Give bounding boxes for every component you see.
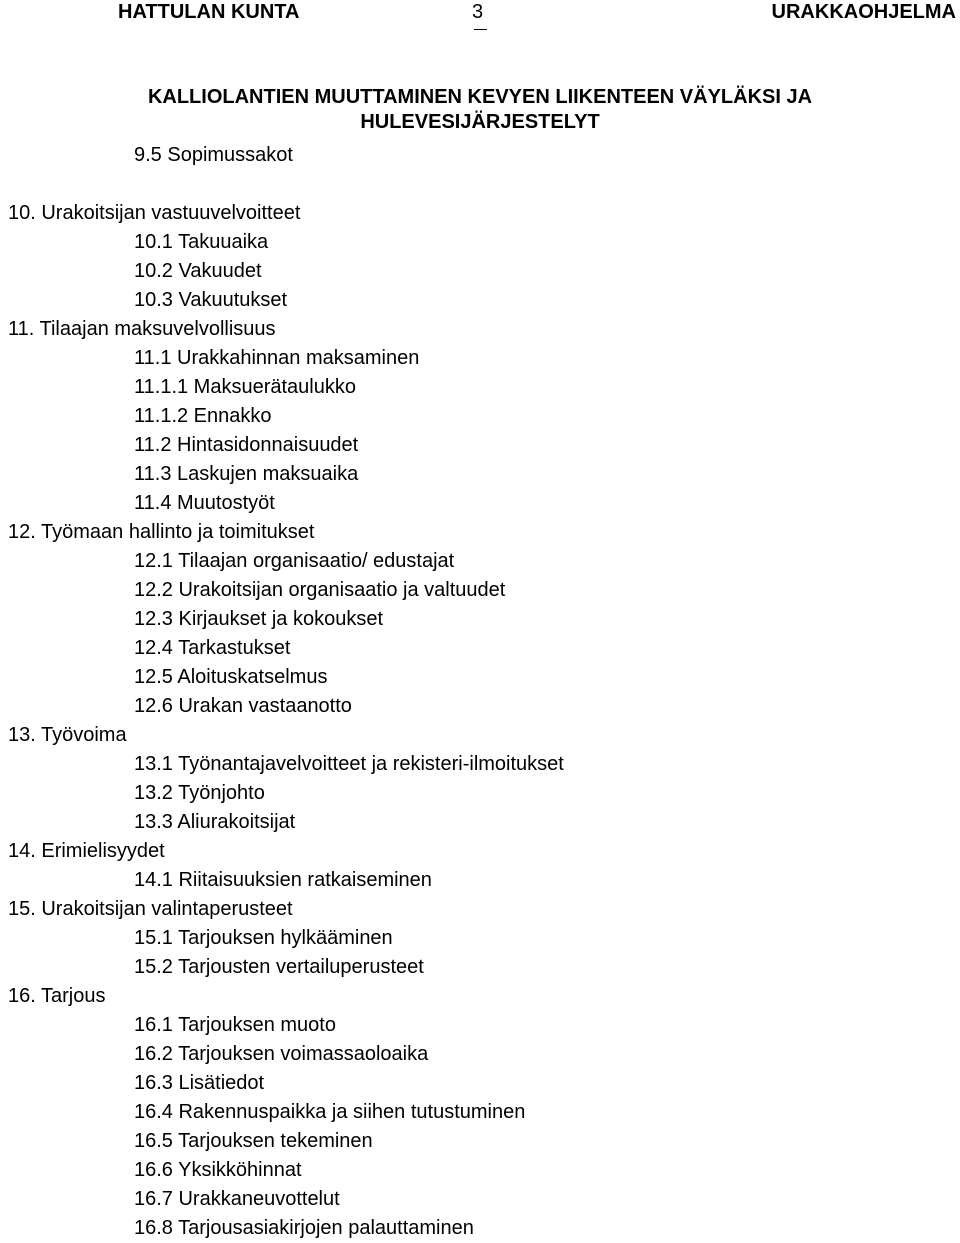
- toc-subsection-item: 11.3 Laskujen maksuaika: [134, 463, 359, 485]
- toc-subsection-item: 11.1.1 Maksuerätaulukko: [134, 376, 356, 398]
- header-document-type: URAKKAOHJELMA: [771, 1, 956, 23]
- toc-subsection-item: 13.2 Työnjohto: [134, 782, 265, 804]
- toc-subsection-item: 11.2 Hintasidonnaisuudet: [134, 434, 359, 456]
- page-number: 3: [472, 1, 484, 23]
- toc-subsection-item: 16.5 Tarjouksen tekeminen: [134, 1130, 373, 1152]
- toc-subsection-item: 16.6 Yksikköhinnat: [134, 1159, 302, 1181]
- toc-subsection-item: 10.2 Vakuudet: [134, 260, 262, 282]
- toc-subsection-item: 12.3 Kirjaukset ja kokoukset: [134, 608, 384, 630]
- toc-section-heading: 12. Työmaan hallinto ja toimitukset: [8, 521, 315, 543]
- toc-subsection-item: 12.1 Tilaajan organisaatio/ edustajat: [134, 550, 455, 572]
- document-title-line-2: HULEVESIJÄRJESTELYT: [360, 111, 600, 133]
- toc-subsection-item: 13.3 Aliurakoitsijat: [134, 811, 296, 833]
- toc-subsection-item: 16.8 Tarjousasiakirjojen palauttaminen: [134, 1217, 474, 1239]
- document-title-line-1: KALLIOLANTIEN MUUTTAMINEN KEVYEN LIIKENTEEN VÄYLÄKSI JA: [147, 86, 813, 108]
- toc-subsection-item: 16.3 Lisätiedot: [134, 1072, 265, 1094]
- toc-subsection-item: 9.5 Sopimussakot: [134, 144, 293, 166]
- toc-section-heading: 11. Tilaajan maksuvelvollisuus: [8, 318, 276, 340]
- toc-subsection-item: 11.1.2 Ennakko: [134, 405, 272, 427]
- toc-subsection-item: 14.1 Riitaisuuksien ratkaiseminen: [134, 869, 432, 891]
- toc-subsection-item: 16.1 Tarjouksen muoto: [134, 1014, 336, 1036]
- toc-subsection-item: 11.4 Muutostyöt: [134, 492, 275, 514]
- toc-section-heading: 10. Urakoitsijan vastuuvelvoitteet: [8, 202, 301, 224]
- toc-subsection-item: 10.3 Vakuutukset: [134, 289, 288, 311]
- toc-section-heading: 14. Erimielisyydet: [8, 840, 165, 862]
- toc-subsection-item: 12.5 Aloituskatselmus: [134, 666, 328, 688]
- toc-subsection-item: 15.2 Tarjousten vertailuperusteet: [134, 956, 424, 978]
- toc-subsection-item: 16.7 Urakkaneuvottelut: [134, 1188, 340, 1210]
- toc-subsection-item: 11.1 Urakkahinnan maksaminen: [134, 347, 420, 369]
- toc-subsection-item: 16.4 Rakennuspaikka ja siihen tutustuminen: [134, 1101, 526, 1123]
- toc-subsection-item: 10.1 Takuuaika: [134, 231, 269, 253]
- toc-subsection-item: 12.2 Urakoitsijan organisaatio ja valtuudet: [134, 579, 506, 601]
- toc-subsection-item: 12.6 Urakan vastaanotto: [134, 695, 352, 717]
- toc-section-heading: 15. Urakoitsijan valintaperusteet: [8, 898, 293, 920]
- page-header: [0, 0, 960, 40]
- toc-subsection-item: 13.1 Työnantajavelvoitteet ja rekisteri-ilmoitukset: [134, 753, 564, 775]
- toc-section-heading: 16. Tarjous: [8, 985, 106, 1007]
- toc-subsection-item: 12.4 Tarkastukset: [134, 637, 291, 659]
- document-title: [0, 85, 960, 135]
- toc-section-heading: 13. Työvoima: [8, 724, 127, 746]
- toc-subsection-item: 16.2 Tarjouksen voimassaoloaika: [134, 1043, 429, 1065]
- toc-subsection-item: 15.1 Tarjouksen hylkääminen: [134, 927, 393, 949]
- page-number-underline: [474, 29, 487, 30]
- header-organization: HATTULAN KUNTA: [118, 1, 300, 23]
